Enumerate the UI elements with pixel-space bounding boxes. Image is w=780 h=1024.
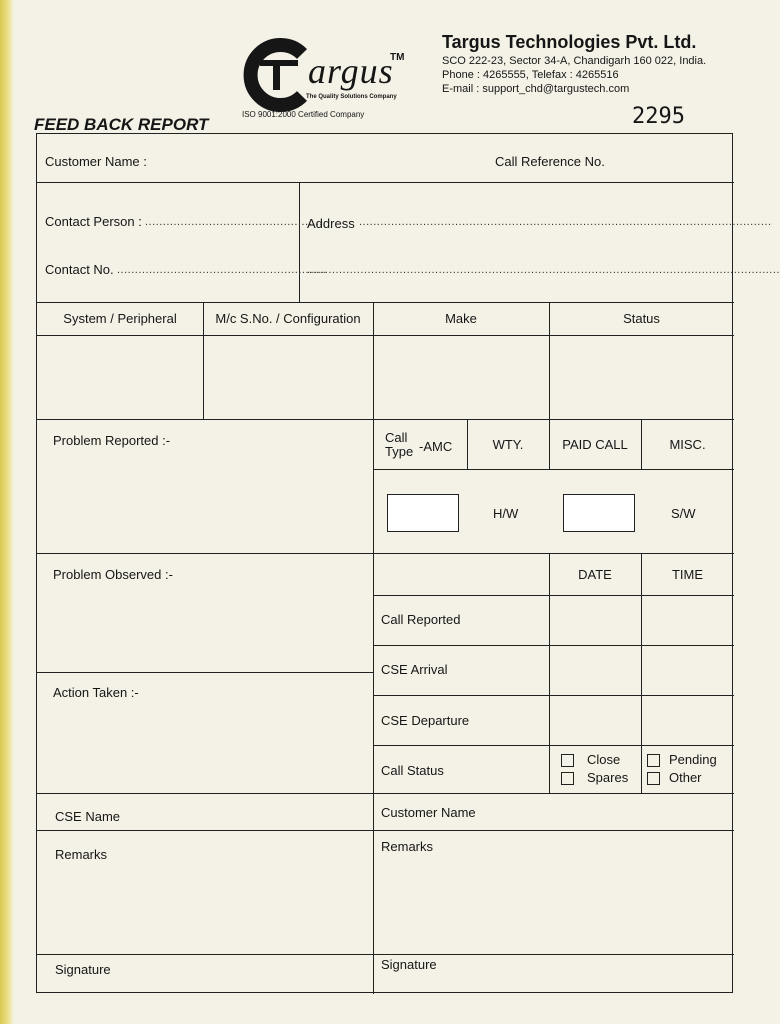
targus-logo-icon — [242, 40, 312, 108]
other-checkbox[interactable] — [647, 772, 660, 785]
column-make: Make — [445, 311, 477, 326]
signature-left-label: Signature — [55, 962, 111, 977]
pending-checkbox[interactable] — [647, 754, 660, 767]
column-status: Status — [623, 311, 660, 326]
company-email: E-mail : support_chd@targustech.com — [442, 83, 630, 95]
targus-logo — [242, 40, 417, 125]
divider — [373, 745, 734, 746]
iso-certification: ISO 9001:2000 Certified Company — [242, 110, 365, 119]
divider — [373, 695, 734, 696]
hardware-label: H/W — [493, 506, 519, 521]
cse-arrival-label: CSE Arrival — [381, 662, 448, 677]
divider — [641, 553, 642, 793]
other-label: Other — [669, 770, 702, 785]
divider — [37, 335, 734, 336]
divider — [373, 595, 734, 596]
divider — [37, 954, 734, 955]
divider — [37, 553, 734, 554]
close-label: Close — [587, 752, 621, 767]
tagline: The Quality Solutions Company — [306, 94, 397, 100]
brand-name: argus — [308, 51, 394, 91]
divider — [37, 302, 734, 303]
column-configuration: M/c S.No. / Configuration — [215, 311, 361, 326]
divider — [37, 182, 734, 183]
company-address: SCO 222-23, Sector 34-A, Chandigarh 160 022, India. — [442, 55, 707, 67]
call-type-amc[interactable]: -AMC — [419, 439, 453, 454]
remarks-left-label: Remarks — [55, 847, 108, 862]
date-header: DATE — [578, 567, 612, 582]
signature-right-label: Signature — [381, 957, 437, 972]
divider — [549, 553, 550, 793]
divider — [37, 830, 734, 831]
close-checkbox[interactable] — [561, 754, 574, 767]
customer-name-label: Customer Name : — [45, 154, 147, 169]
time-header: TIME — [671, 567, 704, 582]
call-reference-label: Call Reference No. — [495, 154, 605, 169]
action-taken-label: Action Taken :- — [53, 685, 139, 700]
pending-label: Pending — [669, 752, 717, 767]
divider — [299, 182, 300, 302]
divider — [37, 672, 373, 673]
contact-no-field[interactable]: ........................................................... — [117, 264, 327, 276]
form-title: FEED BACK REPORT — [34, 115, 209, 134]
trademark: TM — [390, 52, 405, 63]
problem-observed-label: Problem Observed :- — [53, 567, 173, 582]
address-field-1[interactable]: .................................................................................................................... — [359, 216, 772, 228]
call-type-warranty[interactable]: WTY. — [492, 437, 524, 452]
divider — [37, 793, 734, 794]
divider — [373, 469, 734, 470]
form-frame — [36, 133, 780, 993]
call-type-paid[interactable]: PAID CALL — [562, 437, 628, 452]
company-name: Targus Technologies Pvt. Ltd. — [442, 32, 697, 52]
column-system-peripheral: System / Peripheral — [63, 311, 177, 326]
company-details — [442, 32, 706, 95]
feedback-form-page — [14, 0, 780, 1024]
problem-reported-label: Problem Reported :- — [53, 433, 171, 448]
software-label: S/W — [671, 506, 696, 521]
serial-number: 2295 — [632, 104, 685, 129]
contact-person-field[interactable]: .................................................. — [145, 216, 323, 228]
divider — [373, 302, 374, 994]
call-reported-label: Call Reported — [381, 612, 461, 627]
cse-name-label: CSE Name — [55, 809, 121, 824]
contact-no-label: Contact No. — [45, 262, 114, 277]
cse-departure-label: CSE Departure — [381, 713, 470, 728]
address-field-2[interactable]: ..................................................................................................................................... — [307, 264, 780, 276]
contact-person-label: Contact Person : — [45, 214, 142, 229]
address-label: Address — [307, 216, 355, 231]
customer-name-sign-label: Customer Name — [381, 805, 476, 820]
call-status-label: Call Status — [381, 763, 444, 778]
remarks-right-label: Remarks — [381, 839, 434, 854]
call-type-misc[interactable]: MISC. — [669, 437, 706, 452]
divider — [373, 645, 734, 646]
company-phone: Phone : 4265555, Telefax : 4265516 — [442, 69, 619, 81]
hardware-checkbox[interactable] — [387, 494, 459, 532]
spares-label: Spares — [587, 770, 629, 785]
spares-checkbox[interactable] — [561, 772, 574, 785]
software-checkbox[interactable] — [563, 494, 635, 532]
divider — [37, 419, 734, 420]
call-type-label: Call Type — [385, 430, 414, 459]
binding-edge — [0, 0, 14, 1024]
